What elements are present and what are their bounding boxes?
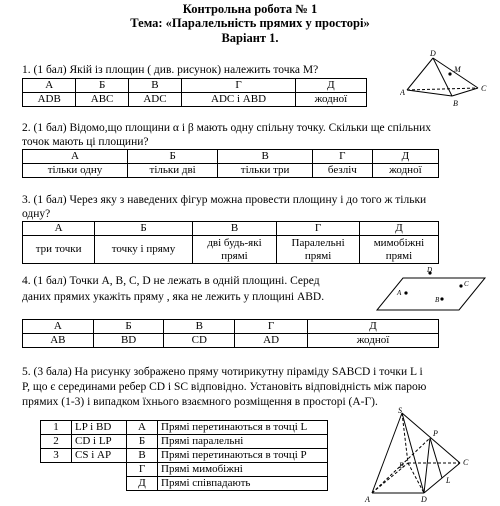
q5-row2-number: 2 [41,435,72,449]
q2-answer-v: тільки три [218,164,313,178]
q1-label-d: D [430,49,436,58]
q1-label-a: A [400,88,405,97]
q3-answer-table [22,221,439,264]
variant-line: Варіант 1. [221,31,279,45]
q3-text-line2: одну? [22,208,51,220]
q5-text-line2: P, що є серединами ребер CD і SC відповідно. Установіть відповідність між парою [22,381,427,393]
q2-header-v: В [218,150,313,164]
q1-header-v: В [128,79,181,93]
q3-answer-b: точку і пряму [95,236,193,264]
q3-answer-a: три точки [23,236,95,264]
q4-label-c: C [464,280,469,288]
q1-answer-v: ADC [128,93,181,107]
q1-label-c: C [481,84,487,93]
q5-row5-description: Прямі співпадають [158,477,328,491]
title-line: Контрольна робота № 1 [182,2,318,16]
q5-matching-table [40,420,328,491]
q5-row2-pair: CD і LP [72,435,127,449]
q5-label-b: B [399,461,404,470]
q5-text-line1: 5. (3 бала) На рисунку зображено пряму чотирикутну піраміду SABCD і точки L і [22,366,423,378]
q1-answer-g: ADC і ABD [182,93,296,107]
q5-row4-letter: Г [127,463,158,477]
q5-row4-description: Прямі мимобіжні [158,463,328,477]
q4-label-b: B [435,296,440,304]
q3-answer-g: Паралельні прямі [277,236,360,264]
q5-text-line3: прямих (1-3) і випадком їхнього взаємного розміщення в просторі (А-Г). [22,396,378,408]
q5-row3-description: Прямі перетинаються в точці P [158,449,328,463]
topic-line: Тема: «Паралельність прямих у просторі» [130,16,370,30]
q4-answer-a: AB [23,334,94,348]
q2-answer-table [22,149,439,178]
q5-row1-letter: А [127,421,158,435]
q3-text-line1: 3. (1 бал) Через яку з наведених фігур можна провести площину і до того ж тільки [22,194,427,206]
q1-header-d: Д [295,79,366,93]
q5-row1-description: Прямі перетинаються в точці L [158,421,328,435]
q5-row2-description: Прямі паралельні [158,435,328,449]
q5-row3-letter: В [127,449,158,463]
q4-plane-figure [375,266,490,316]
q1-tetrahedron-figure [400,48,495,110]
q5-row1-pair: LP і BD [72,421,127,435]
q5-label-l: L [446,476,451,485]
q5-label-a: A [365,495,370,504]
q4-header-v: В [164,320,235,334]
q2-answer-b: тільки дві [127,164,217,178]
q4-header-g: Г [235,320,308,334]
q5-row3-number: 3 [41,449,72,463]
q1-text: 1. (1 бал) Якій із площин ( див. рисунок) належить точка М? [22,64,319,76]
q3-header-a: А [23,222,95,236]
q1-header-g: Г [182,79,296,93]
q1-label-m: M [454,65,461,74]
q3-answer-v: дві будь-які прямі [192,236,276,264]
q2-answer-g: безліч [312,164,372,178]
q4-text-line2: даних прямих укажіть пряму , яка не лежить у площині ABD. [22,291,325,303]
q1-answer-b: ABC [76,93,128,107]
q1-header-a: А [23,79,76,93]
q5-row4-number [41,463,72,477]
q3-answer-d: мимобіжні прямі [359,236,438,264]
q5-row5-number [41,477,72,491]
q4-answer-g: AD [235,334,308,348]
q1-answer-d: жодної [295,93,366,107]
q5-row1-number: 1 [41,421,72,435]
q4-answer-b: BD [93,334,164,348]
q2-text-line2: точок мають ці площини? [22,136,149,148]
q3-header-g: Г [277,222,360,236]
q2-answer-d: жодної [372,164,438,178]
q1-answer-table [22,78,367,107]
q4-label-d: D [427,266,433,274]
q2-header-b: Б [127,150,217,164]
q5-row5-pair [72,477,127,491]
q3-header-v: В [192,222,276,236]
q4-header-a: А [23,320,94,334]
q4-text-line1: 4. (1 бал) Точки A, B, C, D не лежать в одній площині. Серед [22,275,320,287]
q3-header-d: Д [359,222,438,236]
q2-header-g: Г [312,150,372,164]
q5-label-p: P [433,429,438,438]
q5-row3-pair: CS і AP [72,449,127,463]
q1-label-b: B [453,99,458,108]
q1-answer-a: ADB [23,93,76,107]
q1-header-b: Б [76,79,128,93]
q2-answer-a: тільки одну [23,164,128,178]
q4-answer-d: жодної [308,334,439,348]
q5-label-c: C [463,458,469,467]
q5-row5-letter: Д [127,477,158,491]
q3-header-b: Б [95,222,193,236]
q5-row2-letter: Б [127,435,158,449]
q4-answer-table [22,319,439,348]
q5-row4-pair [72,463,127,477]
q4-answer-v: CD [164,334,235,348]
q4-header-b: Б [93,320,164,334]
q5-label-s: S [398,406,402,415]
q4-header-d: Д [308,320,439,334]
q5-pyramid-figure [362,405,497,505]
q4-label-a: A [397,289,402,297]
q2-text-line1: 2. (1 бал) Відомо,що площини α і β мають одну спільну точку. Скільки ще спільних [22,122,432,134]
q2-header-d: Д [372,150,438,164]
q2-header-a: А [23,150,128,164]
q5-label-d: D [421,495,427,504]
